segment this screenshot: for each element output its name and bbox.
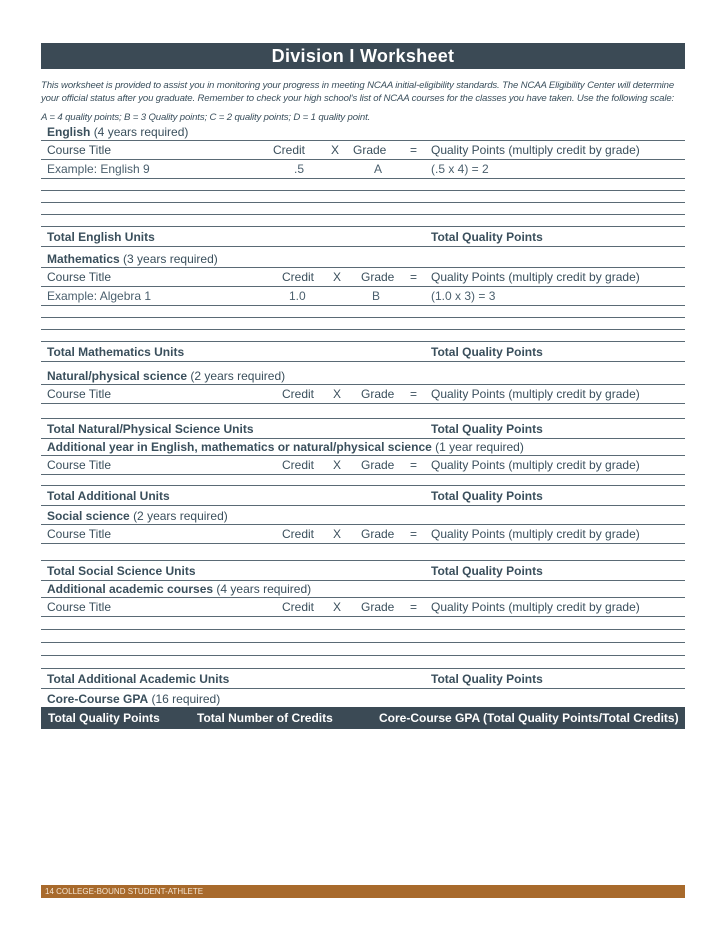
english-example-row: Example: English 9 .5 A (.5 x 4) = 2 — [41, 160, 685, 179]
additional-academic-header-row: Course Title Credit X Grade = Quality Points (multiply credit by grade) — [41, 597, 685, 617]
gpa-bar: Total Quality Points Total Number of Credits Core-Course GPA (Total Quality Points/Total Credits) — [41, 707, 685, 729]
section-additional-year-heading: Additional year in English, mathematics or natural/physical science (1 year required) — [47, 440, 524, 454]
english-entry-row[interactable] — [41, 179, 685, 191]
section-additional-academic-heading: Additional academic courses (4 years required) — [47, 582, 312, 596]
additional-academic-entry-row[interactable] — [41, 617, 685, 630]
english-entry-row[interactable] — [41, 191, 685, 203]
math-entry-row[interactable] — [41, 306, 685, 318]
additional-year-header-row: Course Title Credit X Grade = Quality Points (multiply credit by grade) — [41, 455, 685, 475]
section-english-heading: English (4 years required) — [47, 125, 189, 139]
additional-year-entry-row[interactable] — [41, 475, 685, 486]
math-total-row: Total Mathematics Units Total Quality Points — [41, 343, 685, 362]
page-footer: 14 COLLEGE-BOUND STUDENT-ATHLETE — [41, 885, 685, 898]
social-entry-row[interactable] — [41, 544, 685, 561]
additional-academic-total-row: Total Additional Academic Units Total Quality Points — [41, 670, 685, 689]
additional-academic-entry-row[interactable] — [41, 643, 685, 656]
science-header-row: Course Title Credit X Grade = Quality Points (multiply credit by grade) — [41, 384, 685, 404]
section-social-heading: Social science (2 years required) — [47, 509, 228, 523]
additional-year-total-row: Total Additional Units Total Quality Points — [41, 487, 685, 506]
worksheet-page — [41, 43, 685, 729]
section-science-heading: Natural/physical science (2 years required) — [47, 369, 286, 383]
math-entry-row[interactable] — [41, 318, 685, 330]
science-total-row: Total Natural/Physical Science Units Total Quality Points — [41, 420, 685, 439]
english-entry-row[interactable] — [41, 203, 685, 215]
social-total-row: Total Social Science Units Total Quality Points — [41, 562, 685, 581]
english-entry-row[interactable] — [41, 215, 685, 227]
social-header-row: Course Title Credit X Grade = Quality Points (multiply credit by grade) — [41, 524, 685, 544]
intro-text: This worksheet is provided to assist you in monitoring your progress in meeting NCAA initial-eligibility standards. The NCAA Eligibility Center will determine your official status after you graduate. Remember to check your high school's list of NCAA courses for the classes you have taken. Use the following scale: — [41, 80, 675, 104]
math-example-row: Example: Algebra 1 1.0 B (1.0 x 3) = 3 — [41, 287, 685, 306]
math-header-row: Course Title Credit X Grade = Quality Points (multiply credit by grade) — [41, 267, 685, 287]
grade-scale: A = 4 quality points; B = 3 Quality points; C = 2 quality points; D = 1 quality point. — [41, 112, 371, 123]
page-title: Division I Worksheet — [41, 43, 685, 69]
additional-academic-entry-row[interactable] — [41, 656, 685, 669]
science-entry-row[interactable] — [41, 404, 685, 419]
additional-academic-entry-row[interactable] — [41, 630, 685, 643]
math-entry-row[interactable] — [41, 330, 685, 342]
section-gpa-heading: Core-Course GPA (16 required) — [47, 692, 221, 706]
english-total-row: Total English Units Total Quality Points — [41, 228, 685, 247]
english-header-row: Course Title Credit X Grade = Quality Points (multiply credit by grade) — [41, 140, 685, 160]
section-math-heading: Mathematics (3 years required) — [47, 252, 218, 266]
